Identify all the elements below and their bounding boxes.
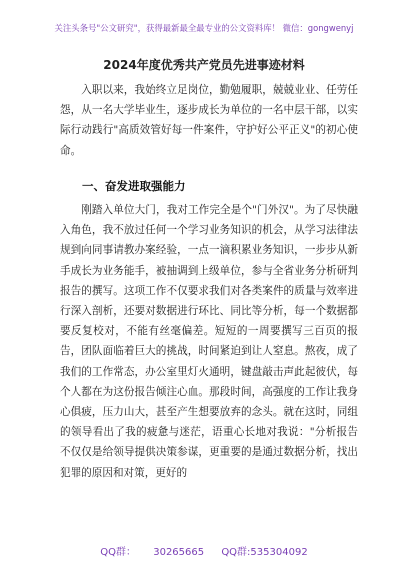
bottom-qq-banner xyxy=(0,543,408,558)
top-promo-banner: 关注头条号"公文研究"，获得最新最全最专业的公文资料库！ 微信：gongwenyj xyxy=(54,23,354,33)
section-heading: 一、奋发进取强能力 xyxy=(82,179,186,193)
qq-group-left: QQ群： 30265665 xyxy=(100,547,205,558)
intro-paragraph: 入职以来，我始终立足岗位，勤勉履职，兢兢业业、任劳任怨，从一名大学毕业生，逐步成长为单位的一名中层干部，以实际行动践行"高质效管好每一件案件，守护好公平正义"的初心使命。 xyxy=(60,84,358,157)
section-body-paragraph: 刚踏入单位大门，我对工作完全是个"门外汉"。为了尽快融入角色，我不放过任何一个学习业务知识的机会，从学习法律法规到向同事请教办案经验，一点一滴积累业务知识，一步步从新手成长为业务能手，被抽调到上级单位，参与全省业务分析研判报告的撰写。这项工作不仅要求我们对各类案件的质量与效率进行深入剖析，还要对数据进行环比、同比等分析，每一个数据都要反复校对，不能有丝毫偏差。短短的一周要撰写三百页的报告，团队面临着巨大的挑战，时间紧迫到让人窒息。熬夜，成了我们的工作常态，办公室里灯火通明，键盘敲击声此起彼伏，每个人都在为这份报告倾注心血。那段时间，高强度的工作让我身心俱疲，压力山大，甚至产生想要放弃的念头。就在这时，同组的领导看出了我的疲惫与迷茫，语重心长地对我说："分析报告不仅仅是给领导提供决策参谋，更重要的是通过数据分析，找出犯罪的原因和对策，更好的 xyxy=(60,204,358,479)
document-title: 2024年度优秀共产党员先进事迹材料 xyxy=(103,58,305,72)
qq-group-right: QQ群:535304092 xyxy=(221,547,308,558)
